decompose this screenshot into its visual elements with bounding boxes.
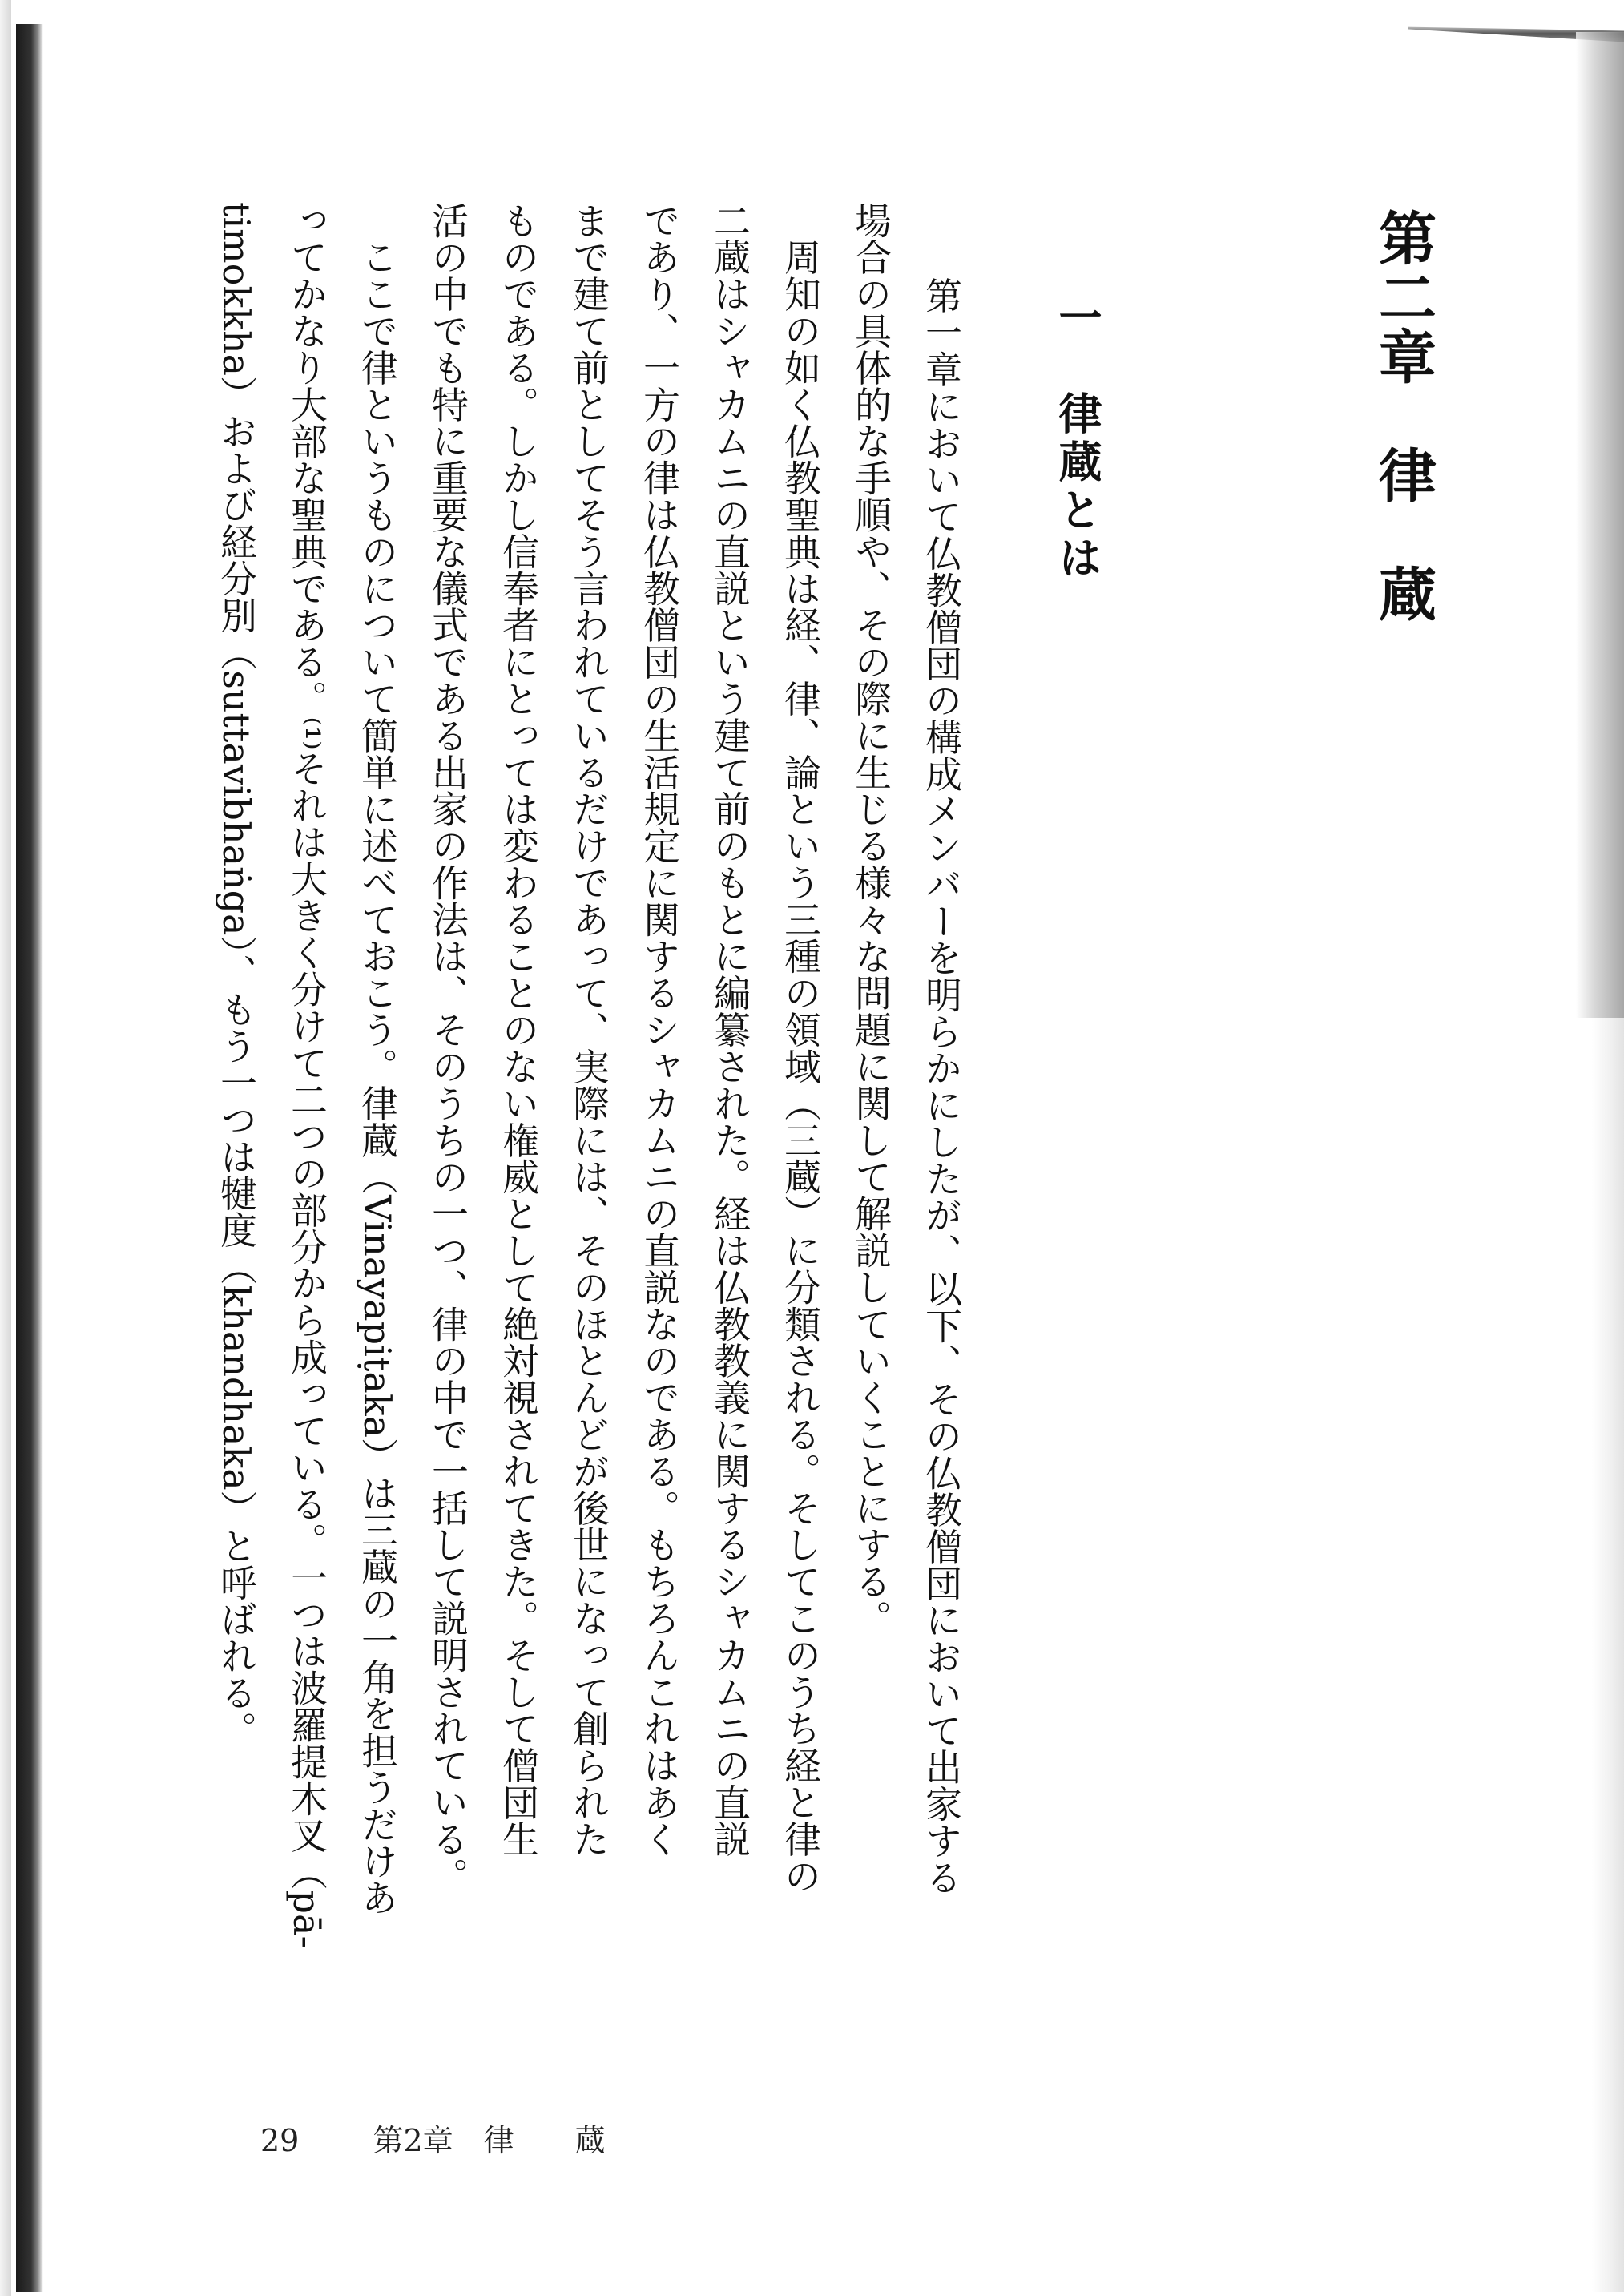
body-line-5: であり、一方の律は仏教僧団の生活規定に関するシャカムニの直説なのである。もちろんこれはあく xyxy=(638,202,681,1858)
scan-right-edge-shadow xyxy=(1576,32,1624,1018)
body-line-3: 周知の如く仏教聖典は経、律、論という三種の領域（三蔵）に分類される。そしてこのうち経と律の xyxy=(779,202,822,1895)
body-line-2: 場合の具体的な手順や、その際に生じる様々な問題に関して解説していくことにする。 xyxy=(849,202,893,1637)
page-footer xyxy=(260,2116,606,2160)
body-line-11: timokkha）および経分別（suttavibhaṅga）、もう一つは犍度（khandhaka）と呼ばれる。 xyxy=(215,202,258,1749)
body-line-9: ここで律というものについて簡単に述べておこう。律蔵（Vinayapiṭaka）は三蔵の一角を担うだけあ xyxy=(356,202,399,1916)
body-line-7: ものである。しかし信奉者にとっては変わることのない権威として絶対視されてきた。そして僧団生 xyxy=(497,202,540,1858)
scan-right-edge-lower xyxy=(1592,1018,1624,2292)
body-line-10: ってかなり大部な聖典である。⁽¹⁾それは大きく分けて二つの部分から成っている。一つは波羅提木叉（pā- xyxy=(285,202,328,1949)
body-line-8: 活の中でも特に重要な儀式である出家の作法は、そのうちの一つ、律の中で一括して説明されている。 xyxy=(426,202,469,1895)
chapter-title: 第二章 律 蔵 xyxy=(1369,208,1437,623)
scan-left-margin xyxy=(0,0,11,2296)
running-title: 第2章 律 蔵 xyxy=(373,2123,606,2158)
section-heading: 一 律蔵とは xyxy=(1052,295,1103,583)
body-line-6: まで建て前としてそう言われているだけであって、実際には、そのほとんどが後世になって創られた xyxy=(567,202,611,1858)
scan-binding-shadow xyxy=(16,24,43,2292)
body-line-4: 二蔵はシャカムニの直説という建て前のもとに編纂された。経は仏教教義に関するシャカムニの直説 xyxy=(708,202,752,1858)
body-line-1: 第一章において仏教僧団の構成メンバーを明らかにしたが、以下、その仏教僧団において出家する xyxy=(920,240,963,1896)
page-number: 29 xyxy=(260,2123,300,2158)
